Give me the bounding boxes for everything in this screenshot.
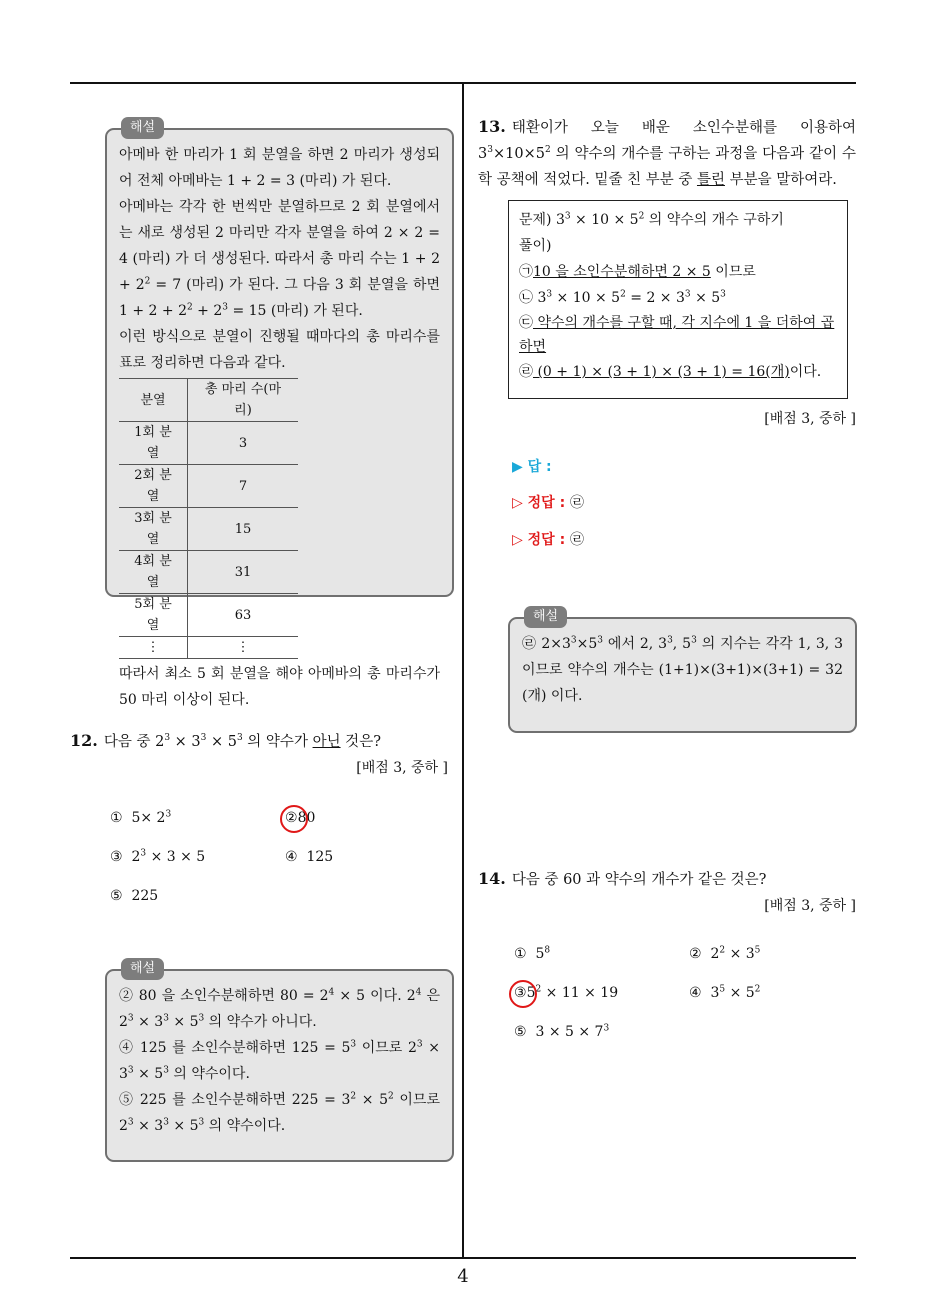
table-row: 3회 분열 15 bbox=[119, 508, 298, 551]
table-row: 2회 분열 7 bbox=[119, 465, 298, 508]
correct-answer-2: ▷ 정답 : ㉣ bbox=[512, 532, 585, 548]
amoeba-table bbox=[119, 378, 298, 659]
score-label: [배점 3, 중하 ] bbox=[764, 898, 856, 914]
explanation-box-amoeba bbox=[105, 120, 454, 708]
step-d: ㉣ (0 + 1) × (3 + 1) × (3 + 1) = 16(개)이다. bbox=[519, 364, 822, 380]
choice-1[interactable]: ① $5\times 2^3$ bbox=[110, 809, 172, 826]
question-number: 14. bbox=[478, 869, 506, 888]
table-row: 5회 분열 63 bbox=[119, 594, 298, 637]
choice-4[interactable]: ④ 125 bbox=[285, 849, 334, 865]
question-14-choices bbox=[514, 946, 854, 1056]
answer-circle-mark: ② bbox=[285, 810, 298, 826]
question-number: 12. bbox=[70, 731, 98, 750]
column-divider bbox=[462, 84, 464, 1258]
choice-5[interactable]: ⑤ $3 \times 5 \times 7^3$ bbox=[514, 1023, 610, 1040]
choice-2-selected[interactable]: ②80 bbox=[285, 810, 316, 826]
page-number: 4 bbox=[457, 1266, 469, 1287]
explanation-tag: 해설 bbox=[121, 117, 164, 139]
question-number: 13. bbox=[478, 117, 506, 136]
step-a: ㉠10 을 소인수분해하면 2 × 5 이므로 bbox=[519, 264, 756, 280]
notebook-work-box: 문제) $3^3 \times 10 \times 5^2$ 의 약수의 개수 구하기 풀이) ㉠10 을 소인수분해하면 2 × 5 이므로 ㉡ $3^3 \times 10 \times 5^2 = 2 \times 3^3 \times 5^3$ ㉢ 약수의 개수를 구할 때, 각 지수에 1 을 더하여 곱하면 ㉣ (0 + 1) × (3 + 1) × (3 + 1) = 16(개)이다. bbox=[508, 200, 848, 399]
question-14 bbox=[478, 866, 856, 919]
choice-4[interactable]: ④ $3^5 \times 5^2$ bbox=[689, 984, 761, 1001]
explanation-tag: 해설 bbox=[524, 606, 567, 628]
table-header: 총 마리 수(마리) bbox=[188, 379, 299, 422]
correct-answer-1: ▷ 정답 : ㉣ bbox=[512, 495, 585, 511]
choice-1[interactable]: ① $5^8$ bbox=[514, 945, 551, 962]
score-label: [배점 3, 중하 ] bbox=[764, 411, 856, 427]
explanation-text: 아메바 한 마리가 1 회 분열을 하면 2 마리가 생성되어 전체 아메바는 1 + 2 = 3 (마리) 가 된다. 아메바는 각각 한 번씩만 분열하므로 2 회 분열에서는 새로 생성된 2 마리만 각자 분열을 하여 2 × 2 = 4 (마리) 가 더 생성된다. 따라서 총 마리 수는 $1 + 2 + 2^2 = 7$ (마리) 가 된다. 그 다음 3 회 분열을 하면 $1 + 2 + 2^2 + 2^3 = 15$ (마리) 가 된다. 이런 방식으로 분열이 진행될 때마다의 총 마리수를 표로 정리하면 다음과 같다. bbox=[119, 147, 440, 371]
question-12-text: 12. 다음 중 $2^3 \times 3^3 \times 5^3$ 의 약수가 아닌 것은? bbox=[70, 731, 381, 750]
question-13-text: 13. 태환이가 오늘 배운 소인수분해를 이용하여 $3^3\times 10\times 5^2$ 의 약수의 개수를 구하는 과정을 다음과 같이 수학 공책에 적었다. 밑줄 친 부분 중 틀린 부분을 말하여라. bbox=[478, 117, 856, 188]
choice-3-selected[interactable]: $③5^2 \times 11 \times 19$ bbox=[514, 984, 619, 1001]
step-b: ㉡ $3^3 \times 10 \times 5^2 = 2 \times 3^3 \times 5^3$ bbox=[519, 289, 726, 306]
choice-5[interactable]: ⑤ 225 bbox=[110, 888, 159, 904]
explanation-text: ㉣ $2\times 3^3\times 5^3$ 에서 2, $3^3$, $5^3$ 의 지수는 각각 1, 3, 3 이므로 약수의 개수는 (1+1)×(3+1)×(3+1) = 32 (개) 이다. bbox=[522, 635, 843, 704]
explanation-tag: 해설 bbox=[121, 958, 164, 980]
explanation-text: ② 80 을 소인수분해하면 $80 = 2^4 \times 5$ 이다. $2^4$ 은 $2^3 \times 3^3 \times 5^3$ 의 약수가 아니다. ④ 125 를 소인수분해하면 $125 = 5^3$ 이므로 $2^3 \times 3^3 \times 5^3$ 의 약수이다. ⑤ 225 를 소인수분해하면 $225 = 3^2 \times 5^2$ 이므로 $2^3 \times 3^3 \times 5^3$ 의 약수이다. bbox=[119, 987, 440, 1134]
bottom-rule bbox=[70, 1257, 856, 1259]
step-c: ㉢ 약수의 개수를 구할 때, 각 지수에 1 을 더하여 곱하면 bbox=[519, 315, 835, 355]
explanation-box-q13 bbox=[508, 609, 857, 733]
question-13 bbox=[478, 114, 856, 193]
answer-input-label[interactable]: ▶ 답 : bbox=[512, 459, 552, 475]
table-row: ⋮ ⋮ bbox=[119, 637, 298, 659]
score-label: [배점 3, 중하 ] bbox=[356, 760, 448, 776]
table-row: 4회 분열 31 bbox=[119, 551, 298, 594]
question-12 bbox=[70, 728, 448, 781]
answer-circle-mark: ③ bbox=[514, 985, 527, 1001]
choice-3[interactable]: ③ $2^3 \times 3 \times 5$ bbox=[110, 848, 206, 865]
explanation-conclusion: 따라서 최소 5 회 분열을 해야 아메바의 총 마리수가 50 마리 이상이 된다. bbox=[119, 666, 440, 708]
choice-2[interactable]: ② $2^2 \times 3^5$ bbox=[689, 945, 761, 962]
table-row: 1회 분열 3 bbox=[119, 422, 298, 465]
table-header: 분열 bbox=[119, 379, 188, 422]
question-14-text: 14. 다음 중 60 과 약수의 개수가 같은 것은? bbox=[478, 869, 767, 888]
question-12-choices bbox=[110, 810, 450, 920]
explanation-box-q12 bbox=[105, 961, 454, 1162]
